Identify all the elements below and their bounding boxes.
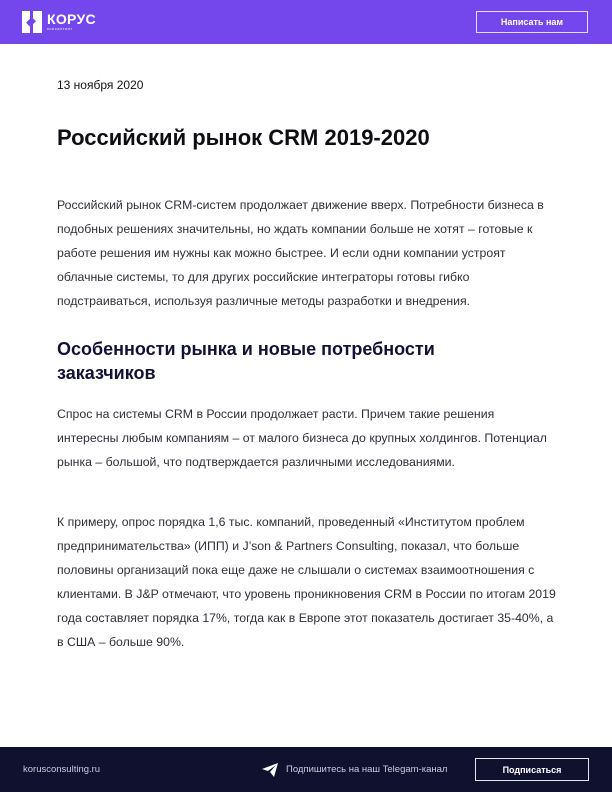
article-date: 13 ноября 2020 [57,78,144,92]
subscribe-button[interactable]: Подписаться [475,758,589,781]
article-intro: Российский рынок CRM-систем продолжает движение вверх. Потребности бизнеса в подобных решениях значительны, но ждать компании больше не хотят – готовые к работе решения им нужны как можно быстрее. И если одни компании устроят облачные системы, то для других российские интеграторы готовы гибко подстраиваться, используя различные методы разработки и внедрения. [57,198,544,308]
korus-logo-icon [22,11,42,33]
site-header [0,0,612,44]
logo-subtitle: консалтинг [47,26,73,31]
article-paragraph: Спрос на системы CRM в России продолжает расти. Причем такие решения интересны любым компаниям – от малого бизнеса до крупных холдингов. Потенциал рынка – большой, что подтверждается различными исследованиями. [57,407,547,469]
telegram-paper-plane-icon [262,763,278,777]
logo-name: КОРУС [47,11,96,27]
korus-logo[interactable] [22,11,96,33]
site-link[interactable]: korusconsulting.ru [23,764,101,775]
telegram-subscribe-text[interactable]: Подпишитесь на наш Telegam-канал [286,764,448,775]
article-paragraph: К примеру, опрос порядка 1,6 тыс. компаний, проведенный «Институтом проблем предпринимательства» (ИПП) и J’son & Partners Consulting, показал, что больше половины организаций пока еще даже не слышали о системах взаимоотношения с клиентами. В J&P отмечают, что уровень проникновения CRM в России по итогам 2019 года составляет порядка 17%, тогда как в Европе этот показатель достигает 35-40%, а в США – больше 90%. [57,515,556,649]
section-heading: Особенности рынка и новые потребности заказчиков [57,339,435,383]
contact-us-button[interactable]: Написать нам [476,11,588,33]
article-title: Российский рынок CRM 2019-2020 [57,125,430,150]
site-footer [0,747,612,792]
